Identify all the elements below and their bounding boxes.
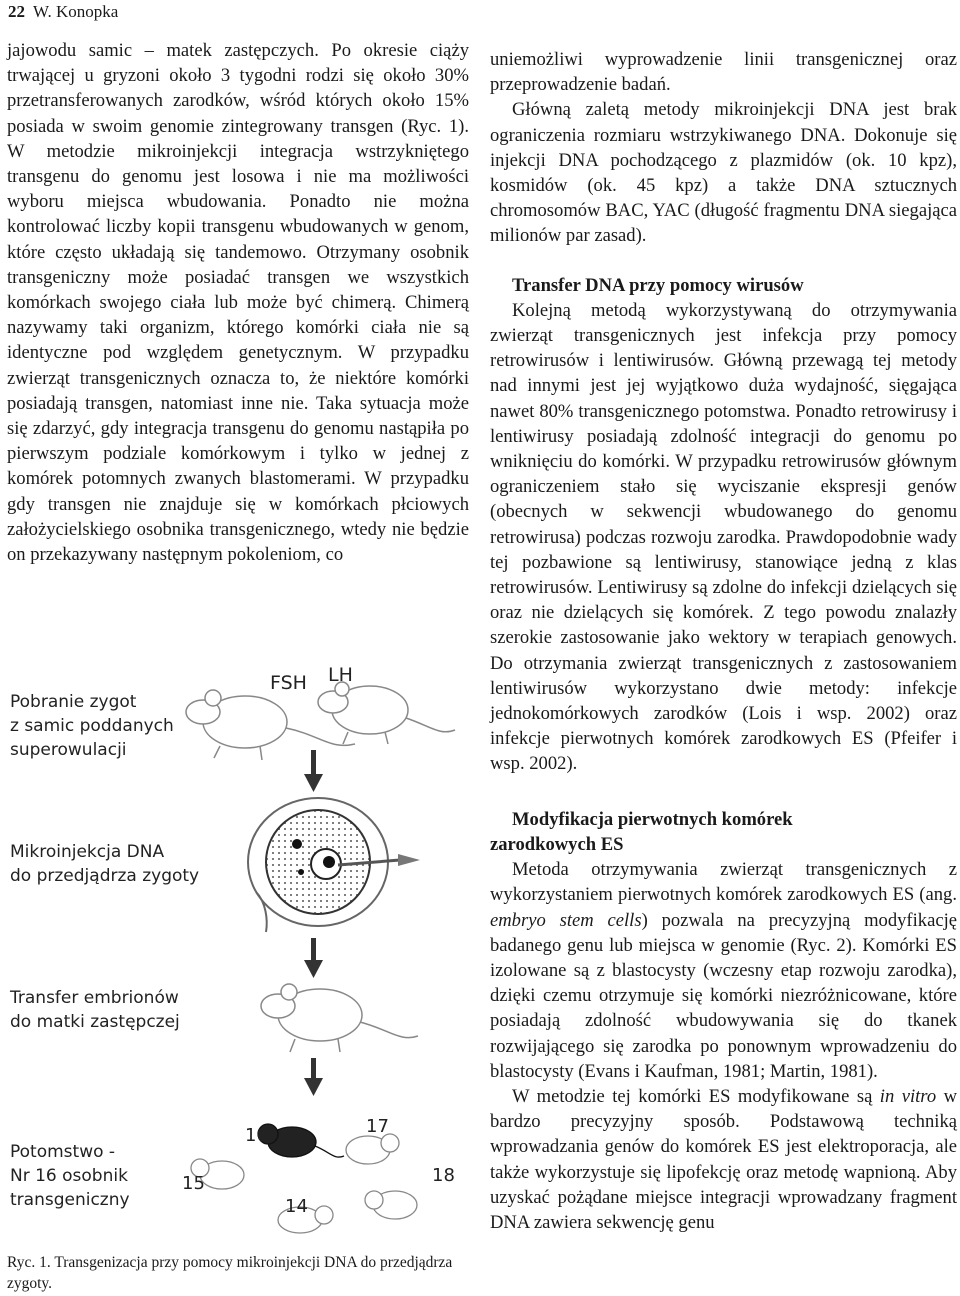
p5-text-a: W metodzie tej komórki ES modyfikowane są xyxy=(512,1085,880,1107)
mouse-number: 15 xyxy=(182,1173,205,1194)
step2-line2: do przedjądrza zygoty xyxy=(10,866,200,886)
section-title-es-cells xyxy=(490,807,957,857)
step3-label xyxy=(10,986,180,1034)
p5-text-b: w bardzo precyzyjny sposób. Podstawową techniką wprowadzania genów do komórek ES jest elektroporacja, ale także wykorzystuje się lipofekcję oraz metodę wapnioną. Aby uzyskać pożądane miejsce integracji wprowadzany fragment DNA zawiera sekwencję genu xyxy=(490,1085,957,1233)
left-column xyxy=(7,38,469,567)
section-title-virus-transfer: Transfer DNA przy pomocy wirusów xyxy=(512,274,804,296)
hormone-lh: LH xyxy=(328,664,353,686)
step1-label xyxy=(10,690,174,762)
right-paragraph-3: Kolejną metodą wykorzystywaną do otrzymywania zwierząt transgenicznych jest infekcja przy pomocy retrowirusów i lentiwirusów. Główną przewagą tej metody nad innymi jest jej wyjątkowo duża wydajność, sięgająca nawet 80% transgenicznego potomstwa. Ponadto retrowirusy i lentiwirusy posiadają zdolność integracji do genomu po wniknięciu do komórki. W przypadku retrowirusów głównym ograniczeniem stało się wyciszanie ekspresji genów (obecnych w sekwencji wbudowanego do genomu retrowirusa) podczas rozwoju zarodka. Prawdopodobnie wady tej pozbawione są lentiwirusy, stanowiące jedną z klas retrowirusów. Lentiwirusy są zdolne do infekcji dzielących się oraz nie dzielących się komórek. Z tego powodu znalazły szerokie zastosowanie jako wektory w terapiach genowych. Do otrzymania zwierząt transgenicznych z zastosowaniem lentiwirusów wykorzystano dwie metody: infekcje jednokomórkowych zarodków (Lois i wsp. 2002) oraz infekcje pierwotnych komórek zarodkowych ES (Pfeifer i wsp. 2002). xyxy=(490,299,957,775)
section-title-es-line2: zarodkowych ES xyxy=(490,833,624,855)
p4-text-b: ) pozwala na precyzyjną modyfikację badanego genu lub miejsca w genomie (Ryc. 2). Komórki ES izolowane są z blastocysty (wczesny etap rozwoju zarodka), dzięki czemu otrzymuje się komórki niezróżnicowane, które posiadają zdolność wbudowywania się do tkanek rozwijającego się zarodka po ponownym wprowadzeniu do blastocysty (Evans i Kaufman, 1981; Martin, 1981). xyxy=(490,909,957,1082)
mouse-outline-icon xyxy=(318,682,455,744)
step1-line3: superowulacji xyxy=(10,740,127,760)
page-header xyxy=(8,0,118,24)
arrow-down-icon xyxy=(304,938,323,978)
running-author: W. Konopka xyxy=(33,2,119,21)
mouse-number: 16 xyxy=(245,1125,268,1146)
step2-label xyxy=(10,840,199,888)
right-paragraph-5 xyxy=(490,1084,957,1235)
mouse-number: 18 xyxy=(432,1165,455,1186)
right-paragraph-2: Główną zaletą metody mikroinjekcji DNA jest brak ograniczenia rozmiaru wstrzykiwanego DNA. Dokonuje się injekcji DNA pochodzącego z plazmidów (ok. 10 kpz), kosmidów (ok. 45 kpz) a także DNA sztucznych chromosomów BAC, YAC (długość fragmentu DNA siegająca milionów par zasad). xyxy=(490,99,957,247)
step3-line2: do matki zastępczej xyxy=(10,1012,180,1032)
step4-label xyxy=(10,1140,130,1212)
mouse-number: 17 xyxy=(366,1116,389,1137)
step2-line1: Mikroinjekcja DNA xyxy=(10,842,165,862)
arrow-down-icon xyxy=(304,750,323,792)
p4-text-a: Metoda otrzymywania zwierząt transgenicznych z wykorzystaniem pierwotnych komórek zarodkowych ES (ang. xyxy=(490,859,957,906)
right-column xyxy=(490,47,957,1235)
transgenic-mouse-icon xyxy=(258,1124,344,1157)
right-paragraph-4 xyxy=(490,857,957,1084)
p5-emphasis: in vitro xyxy=(879,1085,937,1107)
arrow-down-icon xyxy=(304,1058,323,1096)
p4-emphasis: embryo stem cells xyxy=(490,909,642,931)
step3-line1: Transfer embrionów xyxy=(10,988,179,1008)
page-number: 22 xyxy=(8,2,25,21)
right-paragraph-1: uniemożliwi wyprowadzenie linii transgenicznej oraz przeprowadzenie badań. xyxy=(490,49,957,96)
zygote-microinjection-icon xyxy=(248,798,420,932)
hormone-fsh: FSH xyxy=(270,672,307,694)
surrogate-mother-icon xyxy=(261,984,418,1052)
figure-caption: Ryc. 1. Transgenizacja przy pomocy mikroinjekcji DNA do przedjądrza zygoty. xyxy=(7,1254,453,1292)
figure-1 xyxy=(0,640,475,1245)
mouse-number: 14 xyxy=(285,1196,308,1217)
step4-line2: Nr 16 osobnik xyxy=(10,1166,128,1186)
offspring-mouse-icon xyxy=(346,1134,399,1164)
step4-line3: transgeniczny xyxy=(10,1190,130,1210)
section-title-es-line1: Modyfikacja pierwotnych komórek xyxy=(512,808,793,830)
offspring-mouse-icon xyxy=(365,1191,417,1219)
step1-line2: z samic poddanych xyxy=(10,716,174,736)
step1-line1: Pobranie zygot xyxy=(10,692,137,712)
step4-line1: Potomstwo - xyxy=(10,1142,116,1162)
left-paragraph-1: jajowodu samic – matek zastępczych. Po okresie ciąży trwającej u gryzoni około 3 tygodni rodzi się około 30% przetransferowanych zarodków, wśród których około 15% posiada w swoim genomie zintegrowany transgen (Ryc. 1). W metodzie mikroinjekcji integracja wstrzykniętego transgenu do genomu jest losowa i nie ma możliwości wyboru miejsca wbudowania. Ponadto nie można kontrolować liczby kopii transgenu wbudowanych w genom, które często układają się tandemowo. Otrzymany osobnik transgeniczny może posiadać transgen we wszystkich komórkach swojego ciała lub może być chimerą. Chimerą nazywamy taki organizm, którego komórki ciała nie są identyczne pod względem genetycznym. W przypadku zwierząt transgenicznych oznacza to, że niektóre komórki posiadają transgen, natomiast inne nie. Taka sytuacja może się zdarzyć, gdy integracja transgenu do genomu nastąpiła po pierwszym podziale komórkowym i tylko w jednej z komórek potomnych zwanych blastomerami. W przypadku gdy transgen nie znajduje się w komórkach płciowych założycielskiego osobnika transgenicznego, wtedy nie będzie on przekazywany następnym pokoleniom, co xyxy=(7,40,469,566)
